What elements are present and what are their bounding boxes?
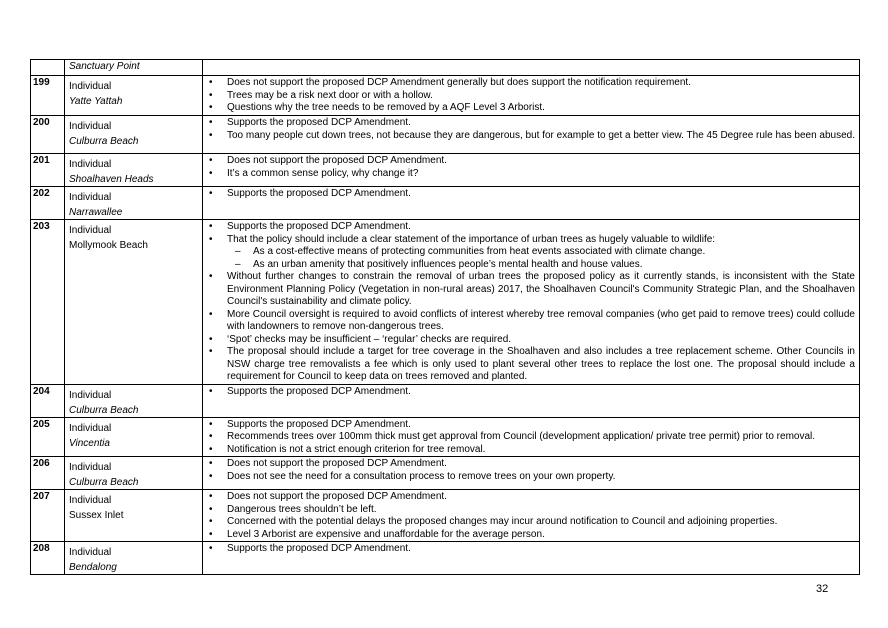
comments-cell: [203, 116, 860, 154]
submitter-location: Shoalhaven Heads: [69, 174, 154, 185]
submitter-type: Individual: [69, 389, 112, 401]
submitter-type: Individual: [69, 422, 112, 434]
table-row: [31, 542, 860, 575]
comment-item: • Supports the proposed DCP Amendment.: [203, 419, 855, 432]
submissions-table: [30, 59, 860, 575]
comments-cell: [203, 490, 860, 542]
comment-item: • Trees may be a risk next door or with a hollow.: [203, 90, 855, 103]
comment-item: • Does not support the proposed DCP Amendment.: [203, 458, 855, 471]
comment-text: That the policy should include a clear statement of the importance of urban trees as hugely valuable to wildlife:: [227, 233, 716, 245]
comment-item: • Does not support the proposed DCP Amendment generally but does support the notification requirement.: [203, 77, 855, 90]
submitter-location: Sussex Inlet: [69, 510, 124, 521]
submitter-location: Narrawallee: [69, 207, 123, 218]
submission-number: 200: [31, 116, 65, 154]
submitter-cell: [65, 417, 203, 457]
submission-number: [31, 60, 65, 76]
submitter-location: Sanctuary Point: [69, 61, 140, 72]
submission-number: 208: [31, 542, 65, 575]
submission-number: 202: [31, 187, 65, 220]
comment-item: • Dangerous trees shouldn’t be left.: [203, 504, 855, 517]
comments-cell: [203, 220, 860, 385]
submitter-type: Individual: [69, 547, 112, 558]
submitter-cell: [65, 490, 203, 542]
table-row: [31, 76, 860, 116]
submitter-cell: [65, 76, 203, 116]
submitter-type: Individual: [69, 192, 112, 203]
comments-cell: [203, 154, 860, 187]
submitter-cell: [65, 60, 203, 76]
comment-item: • Supports the proposed DCP Amendment.: [203, 386, 855, 399]
submission-number: 206: [31, 457, 65, 490]
submission-number: 201: [31, 154, 65, 187]
submitter-type: Individual: [69, 495, 112, 506]
submitter-location: Bendalong: [69, 562, 117, 573]
submitter-cell: [65, 154, 203, 187]
sub-item: – As an urban amenity that positively influences people’s mental health and house values.: [227, 259, 855, 272]
comments-cell: [203, 187, 860, 220]
comment-item: • Does not support the proposed DCP Amendment.: [203, 491, 855, 504]
submitter-location: Vincentia: [69, 437, 110, 449]
comments-cell: [203, 76, 860, 116]
table-row: [31, 457, 860, 490]
submitter-type: Individual: [69, 81, 112, 92]
table-row: [31, 116, 860, 154]
comment-item: • Without further changes to constrain the removal of urban trees the proposed policy as it currently stands, is inconsistent with the State Environment Planning Policy (Vegetation in non-rural areas) 2017, the Shoalhaven Council's Community Strategic Plan, and the Shoalhaven Council's sustainability and climate policy.: [203, 271, 855, 309]
submitter-type: Individual: [69, 159, 112, 170]
submitter-cell: [65, 220, 203, 385]
table-row: [31, 220, 860, 385]
submission-number: 207: [31, 490, 65, 542]
submitter-cell: [65, 457, 203, 490]
comments-cell: [203, 60, 860, 76]
submitter-type: Individual: [69, 462, 112, 473]
table-row: [31, 417, 860, 457]
submission-number: 199: [31, 76, 65, 116]
submitter-location: Culburra Beach: [69, 136, 139, 147]
comment-item: • Supports the proposed DCP Amendment.: [203, 117, 855, 130]
comment-item: • ‘Spot’ checks may be insufficient – ‘regular’ checks are required.: [203, 334, 855, 347]
submitter-type: Individual: [69, 225, 112, 236]
table-row: [31, 490, 860, 542]
comments-cell: [203, 417, 860, 457]
comment-item: • The proposal should include a target for tree coverage in the Shoalhaven and also includes a tree replacement scheme. Other Councils in NSW charge tree removalists a fee which is only used to plant several other trees to replace the lost one. The proposal should include a requirement for Council to keep data on trees removed and planted.: [203, 346, 855, 384]
submission-number: 204: [31, 384, 65, 417]
comment-item: • It’s a common sense policy, why change it?: [203, 168, 855, 181]
comments-cell: [203, 457, 860, 490]
comment-item: • Does not see the need for a consultation process to remove trees on your own property.: [203, 471, 855, 484]
comment-item: • Does not support the proposed DCP Amendment.: [203, 155, 855, 168]
comment-item: • Questions why the tree needs to be removed by a AQF Level 3 Arborist.: [203, 102, 855, 115]
table-row: [31, 187, 860, 220]
page-number: 32: [816, 583, 829, 595]
comment-item: • Supports the proposed DCP Amendment.: [203, 543, 855, 556]
submitter-cell: [65, 116, 203, 154]
comment-item: • Too many people cut down trees, not because they are dangerous, but for example to get a better view. The 45 Degree rule has been abused.: [203, 130, 855, 143]
table-row: [31, 60, 860, 76]
comments-cell: [203, 384, 860, 417]
submitter-type: Individual: [69, 121, 112, 132]
comment-item: [203, 234, 855, 272]
sub-list: [227, 246, 855, 271]
submission-number: 205: [31, 417, 65, 457]
submitter-location: Yatte Yattah: [69, 96, 123, 107]
submitter-cell: [65, 542, 203, 575]
comment-item: • Concerned with the potential delays the proposed changes may incur around notification to Council and adjoining properties.: [203, 516, 855, 529]
table-row: [31, 384, 860, 417]
comment-item: • Level 3 Arborist are expensive and unaffordable for the average person.: [203, 529, 855, 542]
submitter-cell: [65, 384, 203, 417]
submitter-location: Culburra Beach: [69, 404, 139, 416]
comment-item: • Notification is not a strict enough criterion for tree removal.: [203, 444, 855, 457]
submitter-location: Mollymook Beach: [69, 240, 148, 251]
submitter-cell: [65, 187, 203, 220]
table-row: [31, 154, 860, 187]
submitter-location: Culburra Beach: [69, 477, 139, 488]
comment-item: • More Council oversight is required to avoid conflicts of interest whereby tree removal companies (who get paid to remove trees) could collude with landowners to remove non-dangerous trees.: [203, 309, 855, 334]
comments-cell: [203, 542, 860, 575]
comment-item: • Recommends trees over 100mm thick must get approval from Council (development application/ private tree permit) prior to removal.: [203, 431, 855, 444]
comment-item: • Supports the proposed DCP Amendment.: [203, 221, 855, 234]
sub-item: – As a cost-effective means of protecting communities from heat events associated with climate change.: [227, 246, 855, 259]
submission-number: 203: [31, 220, 65, 385]
comment-item: • Supports the proposed DCP Amendment.: [203, 188, 855, 201]
